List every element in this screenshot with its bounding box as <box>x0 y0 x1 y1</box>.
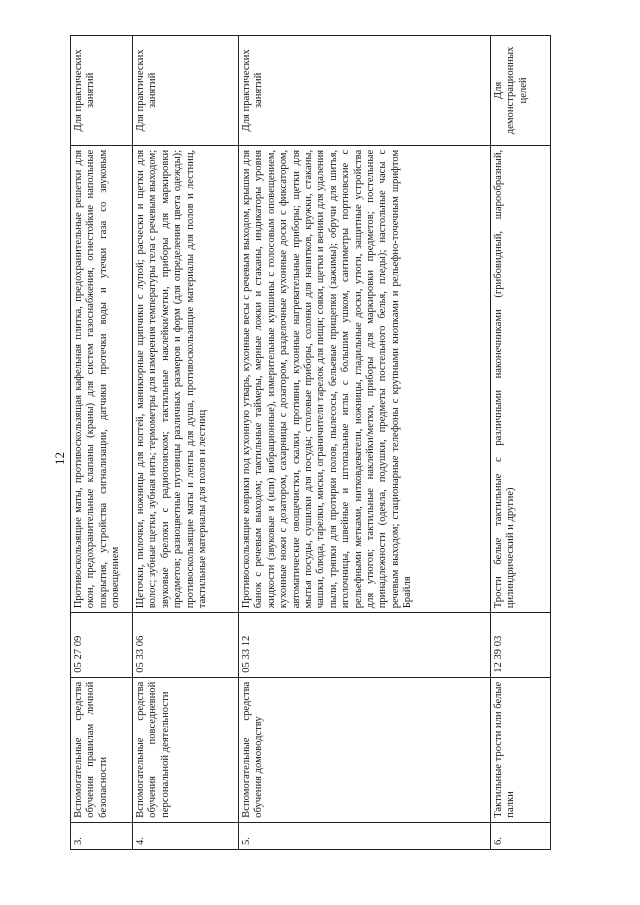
item-code: 12 39 03 <box>491 613 551 677</box>
item-purpose: Для демонстрационных целей <box>491 36 551 146</box>
equipment-table <box>70 35 551 850</box>
item-name: Вспомогательные средства обучения домоводству <box>239 677 491 822</box>
item-name: Вспомогательные средства обучения правилам личной безопасности <box>71 677 133 822</box>
item-description: Щеточки, пилочки, ножницы для ногтей, маникюрные щипчики с лупой; расчески и щетки для волос; зубные щетки, зубная нить; термометры для измерения температуры тела с речевым выходом; звуковые брелоки с радиопоиском; тактильные наклейки/метки, приборы для маркировки предметов; разноцветные пуговицы различных размеров и форм (для определения цвета одежды); противоскользящие маты и ленты для душа, противоскользящие материалы для полов и лестниц, тактильные материалы для полов и лестниц <box>133 145 239 612</box>
page-number: 12 <box>52 452 67 465</box>
row-number: 3. <box>71 822 133 849</box>
item-name: Тактильные трости или белые палки <box>491 677 551 822</box>
item-description: Противоскользящие коврики под кухонную утварь, кухонные весы с речевым выходом, крышки для банок с речевым выходом; тактильные таймеры, мерные ложки и стаканы, индикаторы уровня жидкости (звуковые и (или) вибрационные), измерительные кувшины с голосовым оповещением, кухонные ножи с дозатором, сахарницы с дозатором, разделочные кухонные доски с фиксатором, автоматические овощечистки, скалки, противни, кухонные нагревательные приборы; щетки для мытья посуды, сушилки для посуды; столовые приборы, солонки для напитков, кружки, стаканы, чашки, блюда, тарелки, миски, ограничители тарелок для пищи; совки, щетки и веники для удаления пыли, тряпки для протирки полов, пылесосы, бельевые прищепки (зажимы); обручи для шитья, иголочницы, швейные и штопальные иглы с большим ушком, сантиметры портновские с рельефными метками, нитковдеватели, ножницы, гладильные доски, утюги, защитные устройства для утюгов; тактильные наклейки/метки, приборы для маркировки предметов; постельные принадлежности (одеяла, подушки, предметы постельного белья, пледы); настольные часы с речевым выходом; стационарные телефоны с крупными кнопками и рельефно-точечным шрифтом Брайля <box>239 145 491 612</box>
table-row <box>491 36 551 850</box>
row-number: 6. <box>491 822 551 849</box>
table-row <box>239 36 491 850</box>
item-code: 05 33 06 <box>133 613 239 677</box>
item-description: Противоскользящие маты, противоскользящая кафельная плитка, предохранительные решетки для окон, предохранительные клапаны (краны) для систем газоснабжения, огнестойкие напольные покрытия, устройства сигнализации, датчики протечки воды и утечки газа со звуковым оповещением <box>71 145 133 612</box>
table-row <box>133 36 239 850</box>
item-code: 05 33 12 <box>239 613 491 677</box>
item-code: 05 27 09 <box>71 613 133 677</box>
item-description: Трости белые тактильные с различными наконечниками (грибовидный, шарообразный, цилиндрический и другие) <box>491 145 551 612</box>
row-number: 4. <box>133 822 239 849</box>
table-row <box>71 36 133 850</box>
row-number: 5. <box>239 822 491 849</box>
item-purpose: Для практических занятий <box>239 36 491 146</box>
item-name: Вспомогательные средства обучения повседневной персональной деятельности <box>133 677 239 822</box>
item-purpose: Для практических занятий <box>133 36 239 146</box>
item-purpose: Для практических занятий <box>71 36 133 146</box>
